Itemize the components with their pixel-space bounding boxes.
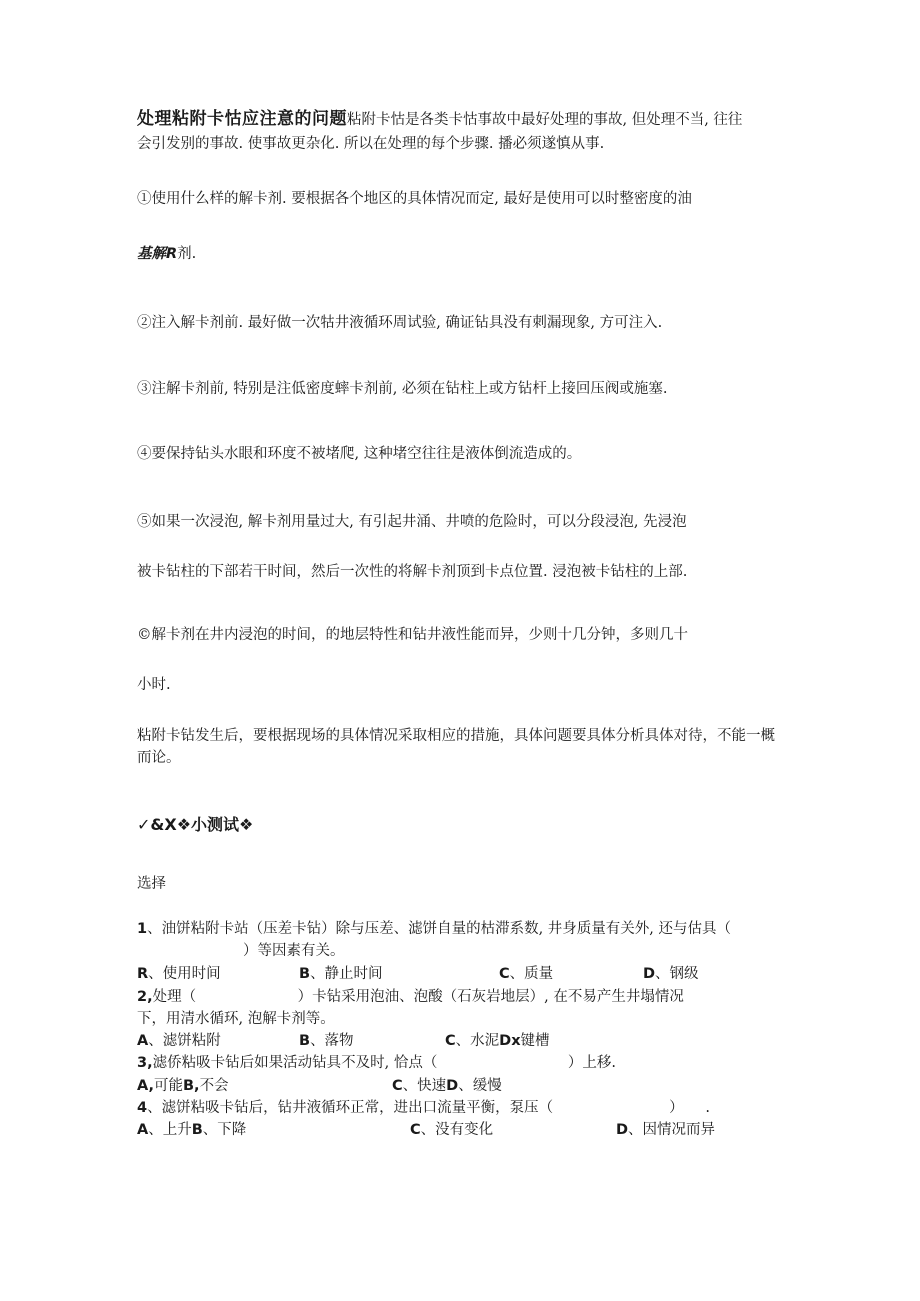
q2-option-c-key: C xyxy=(445,1033,456,1049)
summary-paragraph: 粘附卡钻发生后，要根据现场的具体情况采取相应的措施，具体问题要具体分析具体对待，不能一概而论。 xyxy=(137,728,775,766)
q1-option-c xyxy=(499,963,553,985)
quiz-heading-text: ✓&X❖小测试❖ xyxy=(137,815,254,834)
question-2-line-2: 下，用清水循环, 泡解卡剂等。 xyxy=(137,1011,335,1027)
q1-option-r-key: R xyxy=(137,966,149,982)
item-2: ②注入解卡剂前. 最好做一次牯井液循环周试验, 确证钻具没有刺漏现象, 方可注入. xyxy=(137,315,663,331)
intro-text-1: 粘附卡怙是各类卡怙事故中最好处理的事故, 但处理不当, 往往 xyxy=(347,112,743,128)
q1-option-d-key: D xyxy=(643,966,656,982)
q1-option-d xyxy=(643,963,699,985)
q3-option-c-key: C xyxy=(392,1078,403,1094)
q3-option-d-key: D xyxy=(446,1078,459,1094)
q4-option-b-text: 、下降 xyxy=(202,1122,247,1138)
q2-option-c xyxy=(445,1030,550,1052)
q1-option-b-text: 、静止时间 xyxy=(310,966,383,982)
q2-option-c-text: 、水泥 xyxy=(455,1033,500,1049)
item-1-line-1: ①使用什么样的解卡剂. 要根据各个地区的具体情况而定, 最好是使用可以时整密度的油 xyxy=(137,191,692,207)
q4-option-a-text: 、上升 xyxy=(148,1122,192,1138)
q1-option-r xyxy=(137,963,221,985)
quiz-heading xyxy=(137,814,253,836)
q4-option-d-text: 、因情况而异 xyxy=(628,1122,716,1138)
q1-option-b xyxy=(299,963,383,985)
q3-option-a-key: A, xyxy=(137,1078,154,1094)
intro-line-1 xyxy=(137,108,742,131)
item-3: ③注解卡剂前, 特别是注低密度蟀卡剂前, 必须在钻柱上或方钻杆上接回压阀或施塞. xyxy=(137,381,668,397)
q2-option-b xyxy=(299,1030,354,1052)
q3-option-b-text: 不会 xyxy=(199,1078,229,1094)
question-2-text: 处理（ ）卡钻采用泡油、泡酸（石灰岩地层）, 在不易产生井塌情况 xyxy=(152,989,684,1005)
q2-option-b-key: B xyxy=(299,1033,311,1049)
question-4-text: 、滤饼粘吸卡钻后，钻井液循环正常，进出口流量平衡，泵压（ ） . xyxy=(147,1100,710,1116)
q3-option-ab xyxy=(137,1075,229,1097)
q4-option-d xyxy=(616,1119,715,1141)
question-1-options xyxy=(137,963,837,985)
question-3-line xyxy=(137,1052,616,1074)
q4-option-c-text: 、没有变化 xyxy=(420,1122,494,1138)
item-6-line-1: ©解卡剂在井内浸泡的时间，的地层特性和钻井液性能而异，少则十几分钟，多则几十 xyxy=(137,627,688,643)
q2-option-a xyxy=(137,1030,221,1052)
q2-option-a-key: A xyxy=(137,1033,149,1049)
question-3-text: 滤侨粘吸卡钻后如果活动钻具不及时, 恰点（ ）上移. xyxy=(152,1055,616,1071)
q3-option-a-text: 可能 xyxy=(154,1078,183,1094)
question-2-line-1 xyxy=(137,986,684,1008)
item-1-line-2 xyxy=(137,243,196,265)
q1-option-b-key: B xyxy=(299,966,311,982)
q4-option-b-key: B xyxy=(191,1122,203,1138)
item-5-line-1: ⑤如果一次浸泡, 解卡剂用量过大, 有引起井涌、井喷的危险时，可以分段浸泡, 先浸泡 xyxy=(137,514,687,530)
question-3-options xyxy=(137,1075,837,1097)
question-4-line xyxy=(137,1097,710,1119)
question-3-number: 3, xyxy=(137,1055,153,1071)
item-4: ④要保持钻头水眼和环度不被堵爬, 这种堵空往往是液体倒流造成的。 xyxy=(137,446,582,462)
q2-option-b-text: 、落物 xyxy=(310,1033,354,1049)
q4-option-c xyxy=(410,1119,493,1141)
q3-option-b-key: B, xyxy=(183,1078,200,1094)
item-5-line-2: 被卡钻柱的下部若干时间，然后一次性的将解卡剂顶到卡点位置. 浸泡被卡钻柱的上部. xyxy=(137,564,688,580)
q1-option-c-key: C xyxy=(499,966,510,982)
q3-option-d-text: 、缓慢 xyxy=(458,1078,502,1094)
q2-option-d-key: Dx xyxy=(499,1033,521,1049)
q4-option-c-key: C xyxy=(410,1122,421,1138)
question-1-line-1 xyxy=(137,918,731,940)
q2-option-a-text: 、滤饼粘附 xyxy=(148,1033,221,1049)
item-1-bold-fragment: 基解R xyxy=(137,246,178,262)
item-6-line-2: 小时. xyxy=(137,677,171,693)
q3-option-cd xyxy=(392,1075,502,1097)
question-2-options xyxy=(137,1030,837,1052)
q1-option-r-text: 、使用时间 xyxy=(148,966,221,982)
q2-option-d-text: 键槽 xyxy=(520,1033,550,1049)
q1-option-c-text: 、质量 xyxy=(509,966,554,982)
question-2-number: 2, xyxy=(137,989,153,1005)
q1-option-d-text: 、钢级 xyxy=(655,966,699,982)
section-title: 处理粘附卡怙应注意的问题 xyxy=(137,109,347,129)
q4-option-a-key: A xyxy=(137,1122,149,1138)
select-label: 选择 xyxy=(137,876,166,892)
question-1-number: 1 xyxy=(137,921,148,937)
question-1-line-2: ）等因素有关。 xyxy=(243,943,345,959)
question-1-text: 、油饼粘附卡站（压差卡钻）除与压差、滤饼自量的枯滞系数, 井身质量有关外, 还与估具（ xyxy=(147,921,732,937)
question-4-options xyxy=(137,1119,837,1141)
intro-line-2: 会引发别的事故. 使事故更杂化. 所以在处理的每个步骤. 播必须遂慎从事. xyxy=(137,136,605,152)
question-4-number: 4 xyxy=(137,1100,148,1116)
q4-option-ab xyxy=(137,1119,246,1141)
q3-option-c-text: 、快速 xyxy=(402,1078,447,1094)
q4-option-d-key: D xyxy=(616,1122,629,1138)
item-1-rest: 剂. xyxy=(177,246,197,262)
